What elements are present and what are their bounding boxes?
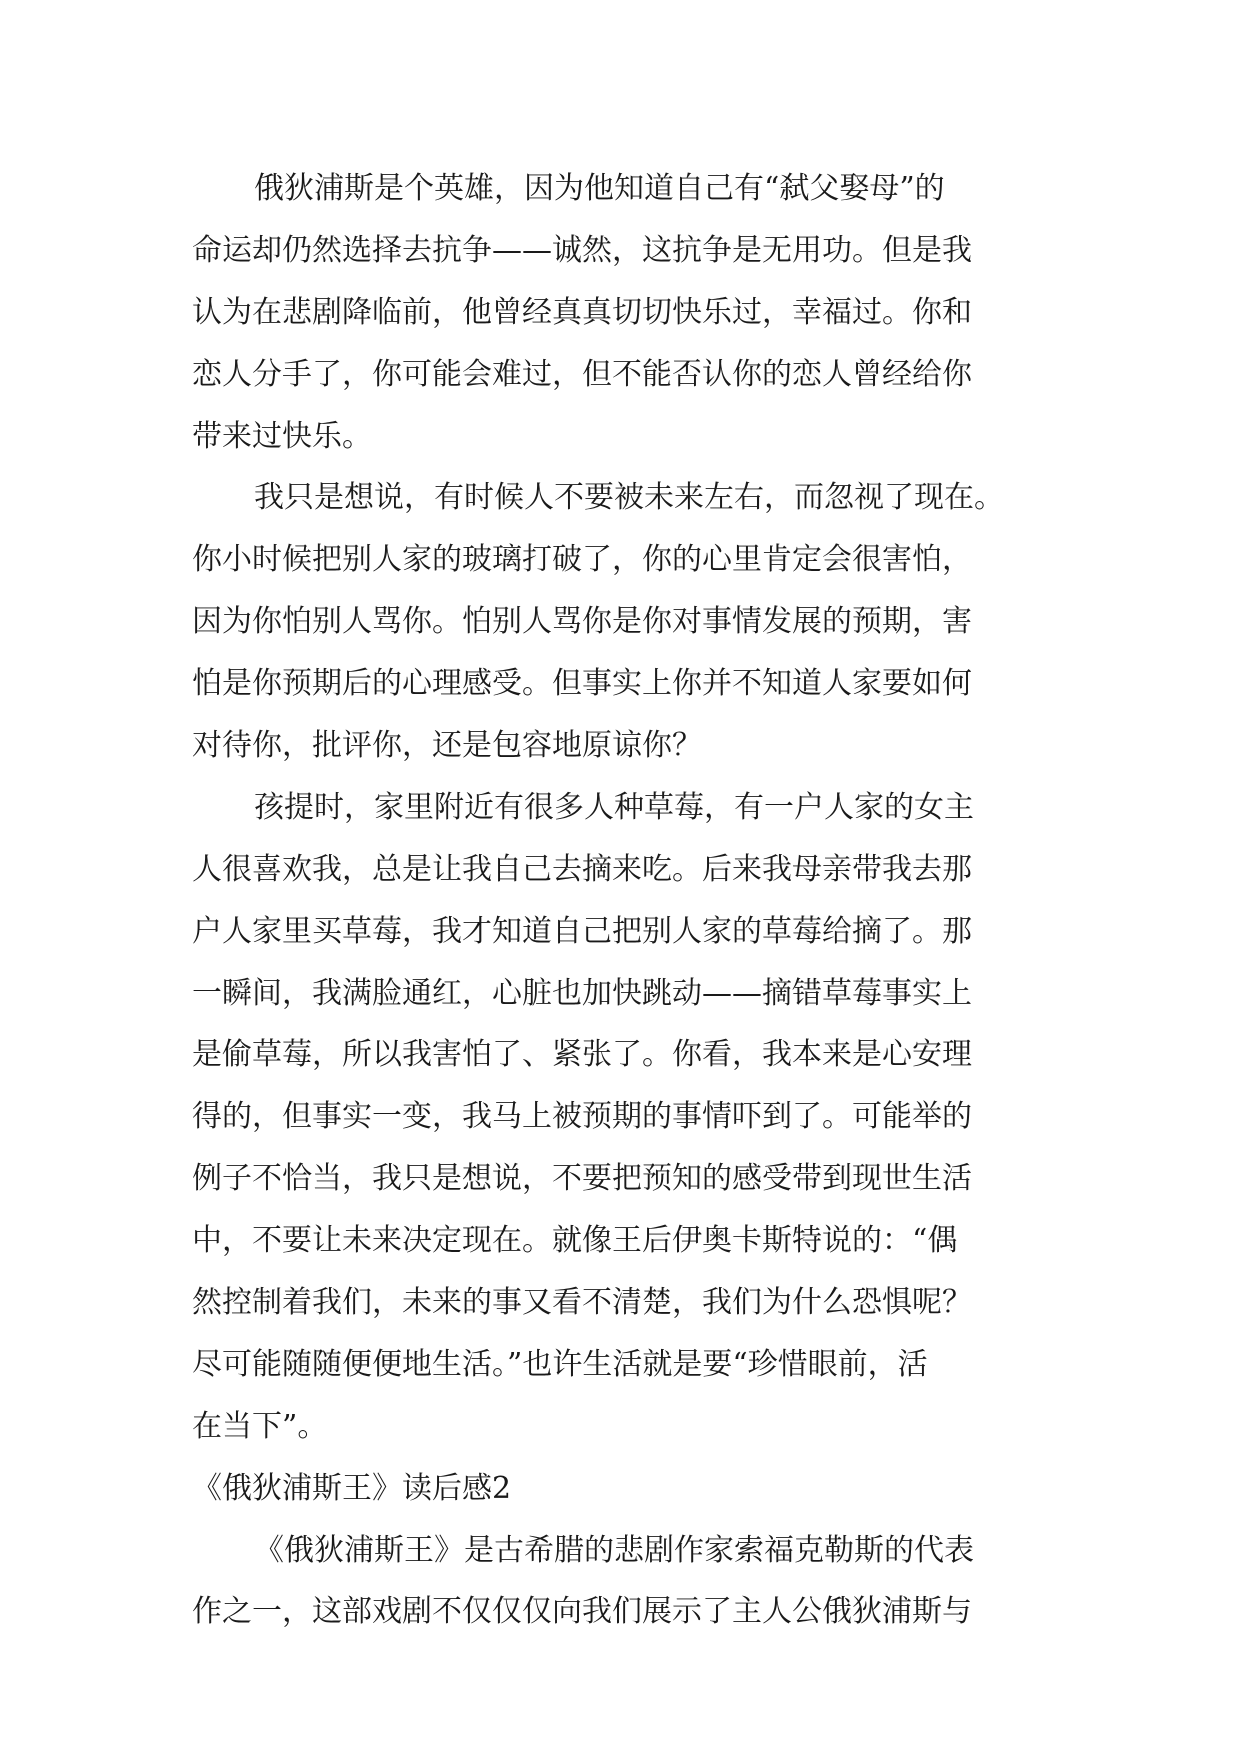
text-line: 尽可能随随便便地生活。”也许生活就是要“珍惜眼前，活 [192,1346,928,1382]
paragraph-2 [192,467,1072,776]
document-body [192,158,1072,1643]
text-line: 恋人分手了，你可能会难过，但不能否认你的恋人曾经给你 [192,356,972,392]
text-line: 得的，但事实一变，我马上被预期的事情吓到了。可能举的 [192,1099,972,1135]
paragraph-1 [192,158,1072,467]
text-line: 俄狄浦斯是个英雄，因为他知道自己有“弑父娶母”的 [254,171,945,206]
text-line: 带来过快乐。 [192,418,372,454]
text-line: 因为你怕别人骂你。怕别人骂你是你对事情发展的预期，害 [192,604,972,640]
text-line: 我只是想说，有时候人不要被未来左右，而忽视了现在。 [254,480,1004,516]
text-line: 你小时候把别人家的玻璃打破了，你的心里肯定会很害怕， [192,542,972,578]
paragraph-3 [192,777,1072,1458]
text-line: 对待你，批评你，还是包容地原谅你？ [192,728,702,764]
text-line: 怕是你预期后的心理感受。但事实上你并不知道人家要如何 [192,666,972,702]
text-line: 户人家里买草莓，我才知道自己把别人家的草莓给摘了。那 [192,913,972,949]
text-line: 人很喜欢我，总是让我自己去摘来吃。后来我母亲带我去那 [192,851,972,887]
text-line: 中，不要让未来决定现在。就像王后伊奥卡斯特说的：“偶 [192,1223,958,1259]
text-line: 孩提时，家里附近有很多人种草莓，有一户人家的女主 [254,789,974,825]
text-line: 在当下”。 [192,1408,328,1444]
text-line: 一瞬间，我满脸通红，心脏也加快跳动——摘错草莓事实上 [192,975,972,1011]
paragraph-4 [192,1520,1072,1644]
text-line: 是偷草莓，所以我害怕了、紧张了。你看，我本来是心安理 [192,1037,972,1073]
text-line: 《俄狄浦斯王》是古希腊的悲剧作家索福克勒斯的代表 [254,1532,974,1568]
text-line: 命运却仍然选择去抗争——诚然，这抗争是无用功。但是我 [192,232,972,268]
text-line: 作之一，这部戏剧不仅仅仅向我们展示了主人公俄狄浦斯与 [192,1594,972,1630]
text-line: 例子不恰当，我只是想说，不要把预知的感受带到现世生活 [192,1161,972,1197]
text-line: 然控制着我们，未来的事又看不清楚，我们为什么恐惧呢？ [192,1285,972,1321]
text-line: 认为在悲剧降临前，他曾经真真切切快乐过，幸福过。你和 [192,294,972,330]
section-heading: 《俄狄浦斯王》读后感2 [192,1470,512,1506]
